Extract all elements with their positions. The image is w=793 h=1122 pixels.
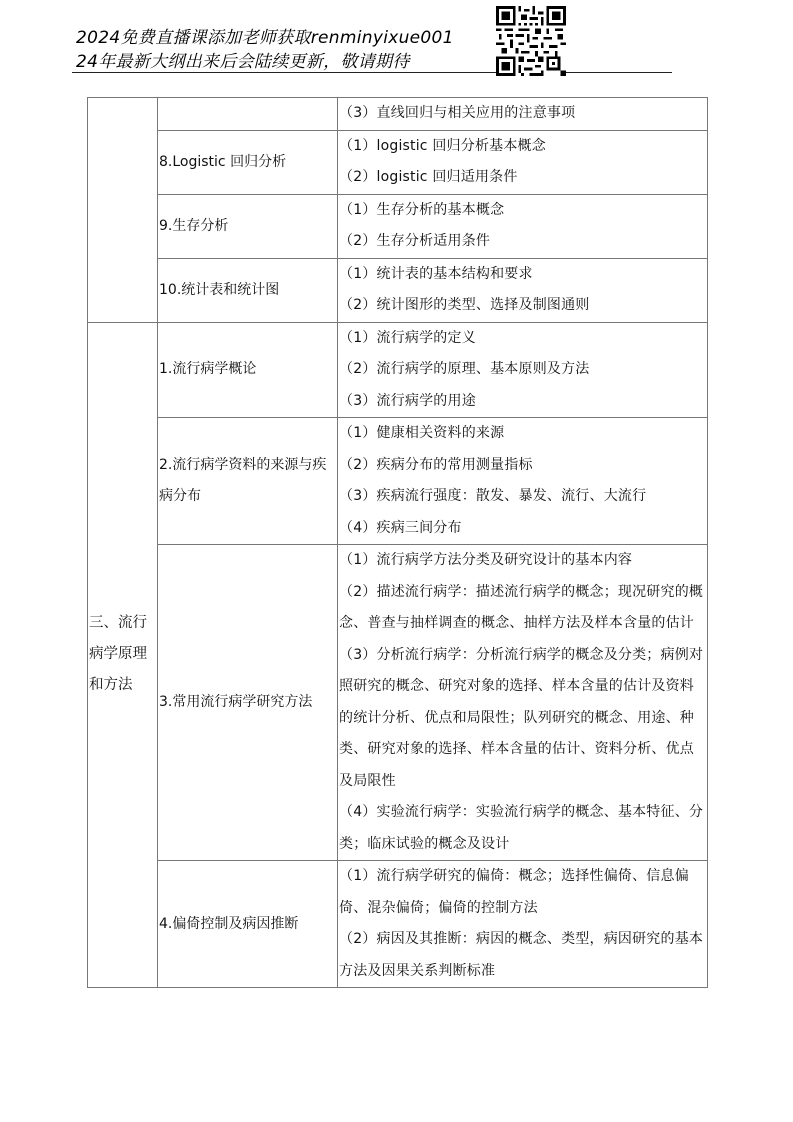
list-item: （2）统计图形的类型、选择及制图通则 [339, 297, 590, 313]
points-cell [338, 258, 708, 322]
topic-cell: 3.常用流行病学研究方法 [158, 545, 338, 861]
topic-cell: 1.流行病学概论 [158, 322, 338, 418]
list-item: （1）健康相关资料的来源 [339, 425, 505, 441]
list-item: （2）流行病学的原理、基本原则及方法 [339, 361, 590, 377]
points-cell [338, 98, 708, 131]
list-item: （1）logistic 回归分析基本概念 [339, 137, 546, 154]
list-item: （1）流行病学方法分类及研究设计的基本内容 [339, 552, 633, 568]
list-item: （1）流行病学研究的偏倚：概念；选择性偏倚、信息偏倚、混杂偏倚；偏倚的控制方法 [339, 868, 689, 916]
points-cell [338, 322, 708, 418]
topic-cell: 2.流行病学资料的来源与疾病分布 [158, 418, 338, 545]
page-header [72, 20, 672, 73]
list-item: （2）疾病分布的常用测量指标 [339, 456, 533, 473]
points-cell [338, 130, 708, 194]
section-cell: 三、流行病学原理和方法 [88, 322, 158, 988]
topic-cell [158, 98, 338, 131]
list-item: （2）描述流行病学：描述流行病学的概念；现况研究的概念、普查与抽样调查的概念、抽样方法及样本含量的估计 [339, 583, 704, 631]
list-item: （4）疾病三间分布 [339, 519, 462, 536]
topic-cell: 4.偏倚控制及病因推断 [158, 861, 338, 988]
list-item: （4）实验流行病学：实验流行病学的概念、基本特征、分类；临床试验的概念及设计 [339, 804, 704, 852]
table-row [88, 98, 708, 131]
points-cell [338, 418, 708, 545]
list-item: （2）logistic 回归适用条件 [339, 169, 518, 185]
table-row [88, 545, 708, 861]
list-item: （1）流行病学的定义 [339, 329, 476, 346]
table-row [88, 418, 708, 545]
list-item: （3）分析流行病学：分析流行病学的概念及分类；病例对照研究的概念、研究对象的选择、样本含量的估计及资料的统计分析、优点和局限性；队列研究的概念、用途、种类、研究对象的选择、样本含量的估计、资料分析、优点及局限性 [339, 646, 704, 789]
header-promo-line: 2024免费直播课添加老师获取renminyixue001 [76, 28, 454, 48]
list-item: （1）统计表的基本结构和要求 [339, 265, 533, 282]
list-item: （2）生存分析适用条件 [339, 233, 491, 249]
table-row [88, 130, 708, 194]
table-row [88, 861, 708, 988]
table-row [88, 258, 708, 322]
syllabus-table [87, 97, 708, 988]
table-row [88, 194, 708, 258]
topic-cell: 9.生存分析 [158, 194, 338, 258]
points-cell [338, 861, 708, 988]
list-item: （2）病因及其推断：病因的概念、类型，病因研究的基本方法及因果关系判断标准 [339, 931, 704, 979]
section-cell [88, 98, 158, 323]
list-item: （3）疾病流行强度：散发、暴发、流行、大流行 [339, 488, 647, 504]
header-update-line: 24年最新大纲出来后会陆续更新，敬请期待 [76, 52, 410, 72]
points-cell [338, 545, 708, 861]
qr-code [496, 6, 566, 76]
list-item: （1）生存分析的基本概念 [339, 201, 505, 218]
table-row [88, 322, 708, 418]
topic-cell: 10.统计表和统计图 [158, 258, 338, 322]
list-item: （3）直线回归与相关应用的注意事项 [339, 105, 576, 121]
points-cell [338, 194, 708, 258]
topic-cell: 8.Logistic 回归分析 [158, 130, 338, 194]
list-item: （3）流行病学的用途 [339, 392, 476, 409]
